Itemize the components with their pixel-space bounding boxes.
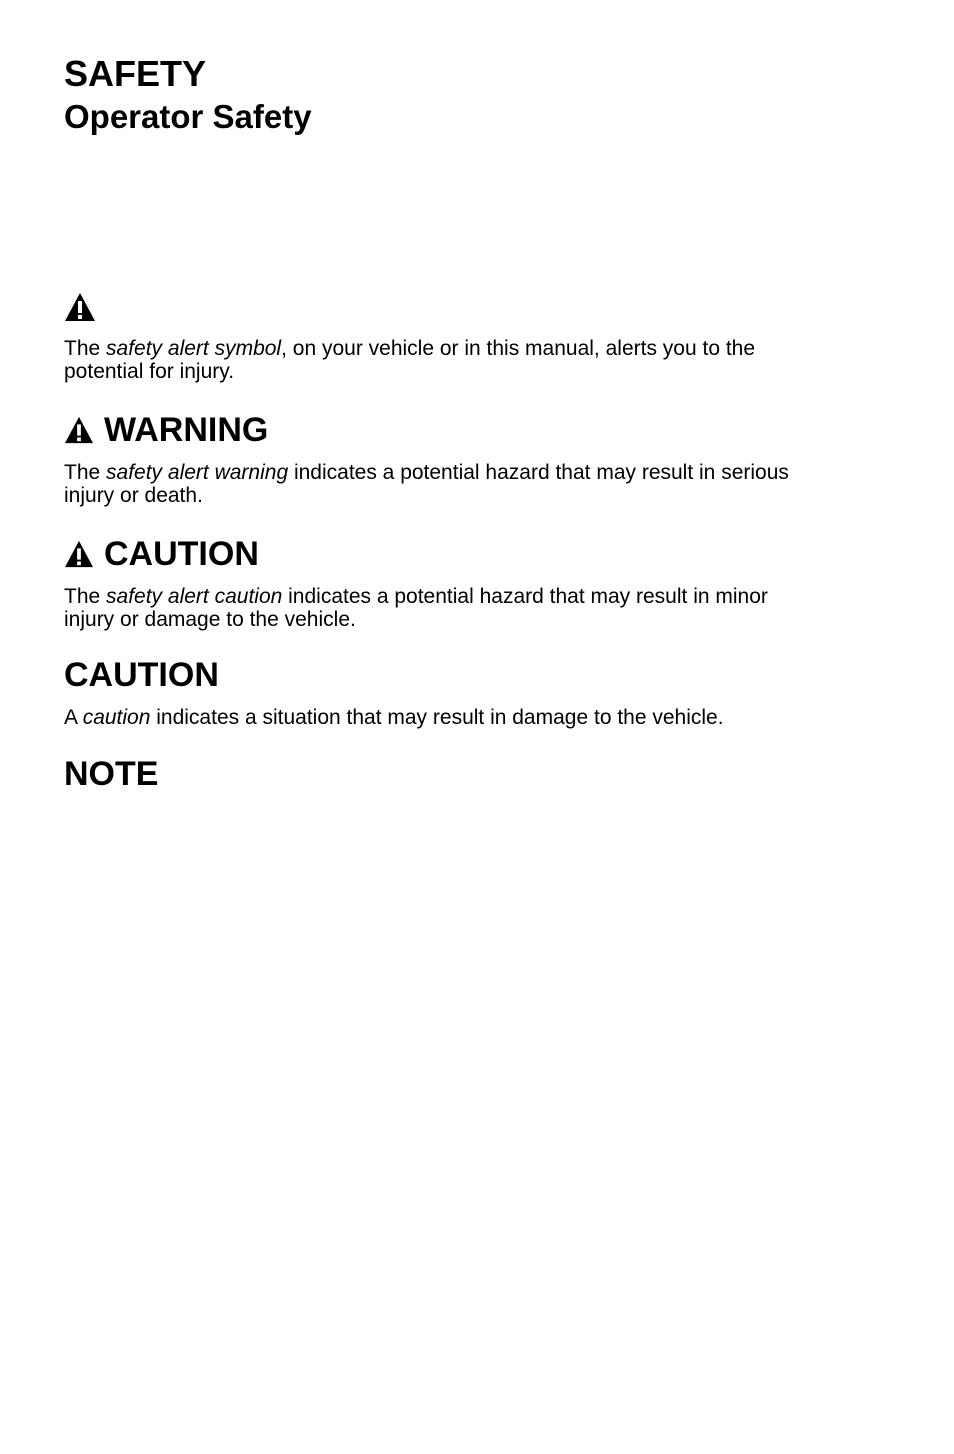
caution-description: A caution indicates a situation that may result in damage to the vehicle. <box>64 706 724 729</box>
term-safety-alert-warning: safety alert warning <box>106 461 289 484</box>
caution-alert-description: The safety alert caution indicates a potential hazard that may result in minor injury or damage to the vehicle. <box>64 585 768 631</box>
safety-alert-triangle-icon <box>64 292 96 322</box>
safety-alert-triangle-icon <box>64 416 94 444</box>
note-heading: NOTE <box>64 755 159 793</box>
caution-alert-heading-label: CAUTION <box>104 535 259 573</box>
term-caution: caution <box>82 706 151 729</box>
term-safety-alert-symbol: safety alert symbol <box>106 337 282 360</box>
page-title: SAFETY <box>64 53 207 94</box>
symbol-description: The safety alert symbol, on your vehicle or in this manual, alerts you to the potential for injury. <box>64 337 756 383</box>
warning-description: The safety alert warning indicates a potential hazard that may result in serious injury or death. <box>64 461 789 507</box>
caution-heading: CAUTION <box>64 656 219 694</box>
safety-alert-triangle-icon <box>64 540 94 568</box>
warning-heading <box>64 411 268 449</box>
page-subtitle: Operator Safety <box>64 98 312 135</box>
warning-heading-label: WARNING <box>104 411 269 449</box>
term-safety-alert-caution: safety alert caution <box>106 585 283 608</box>
caution-alert-heading <box>64 535 259 573</box>
